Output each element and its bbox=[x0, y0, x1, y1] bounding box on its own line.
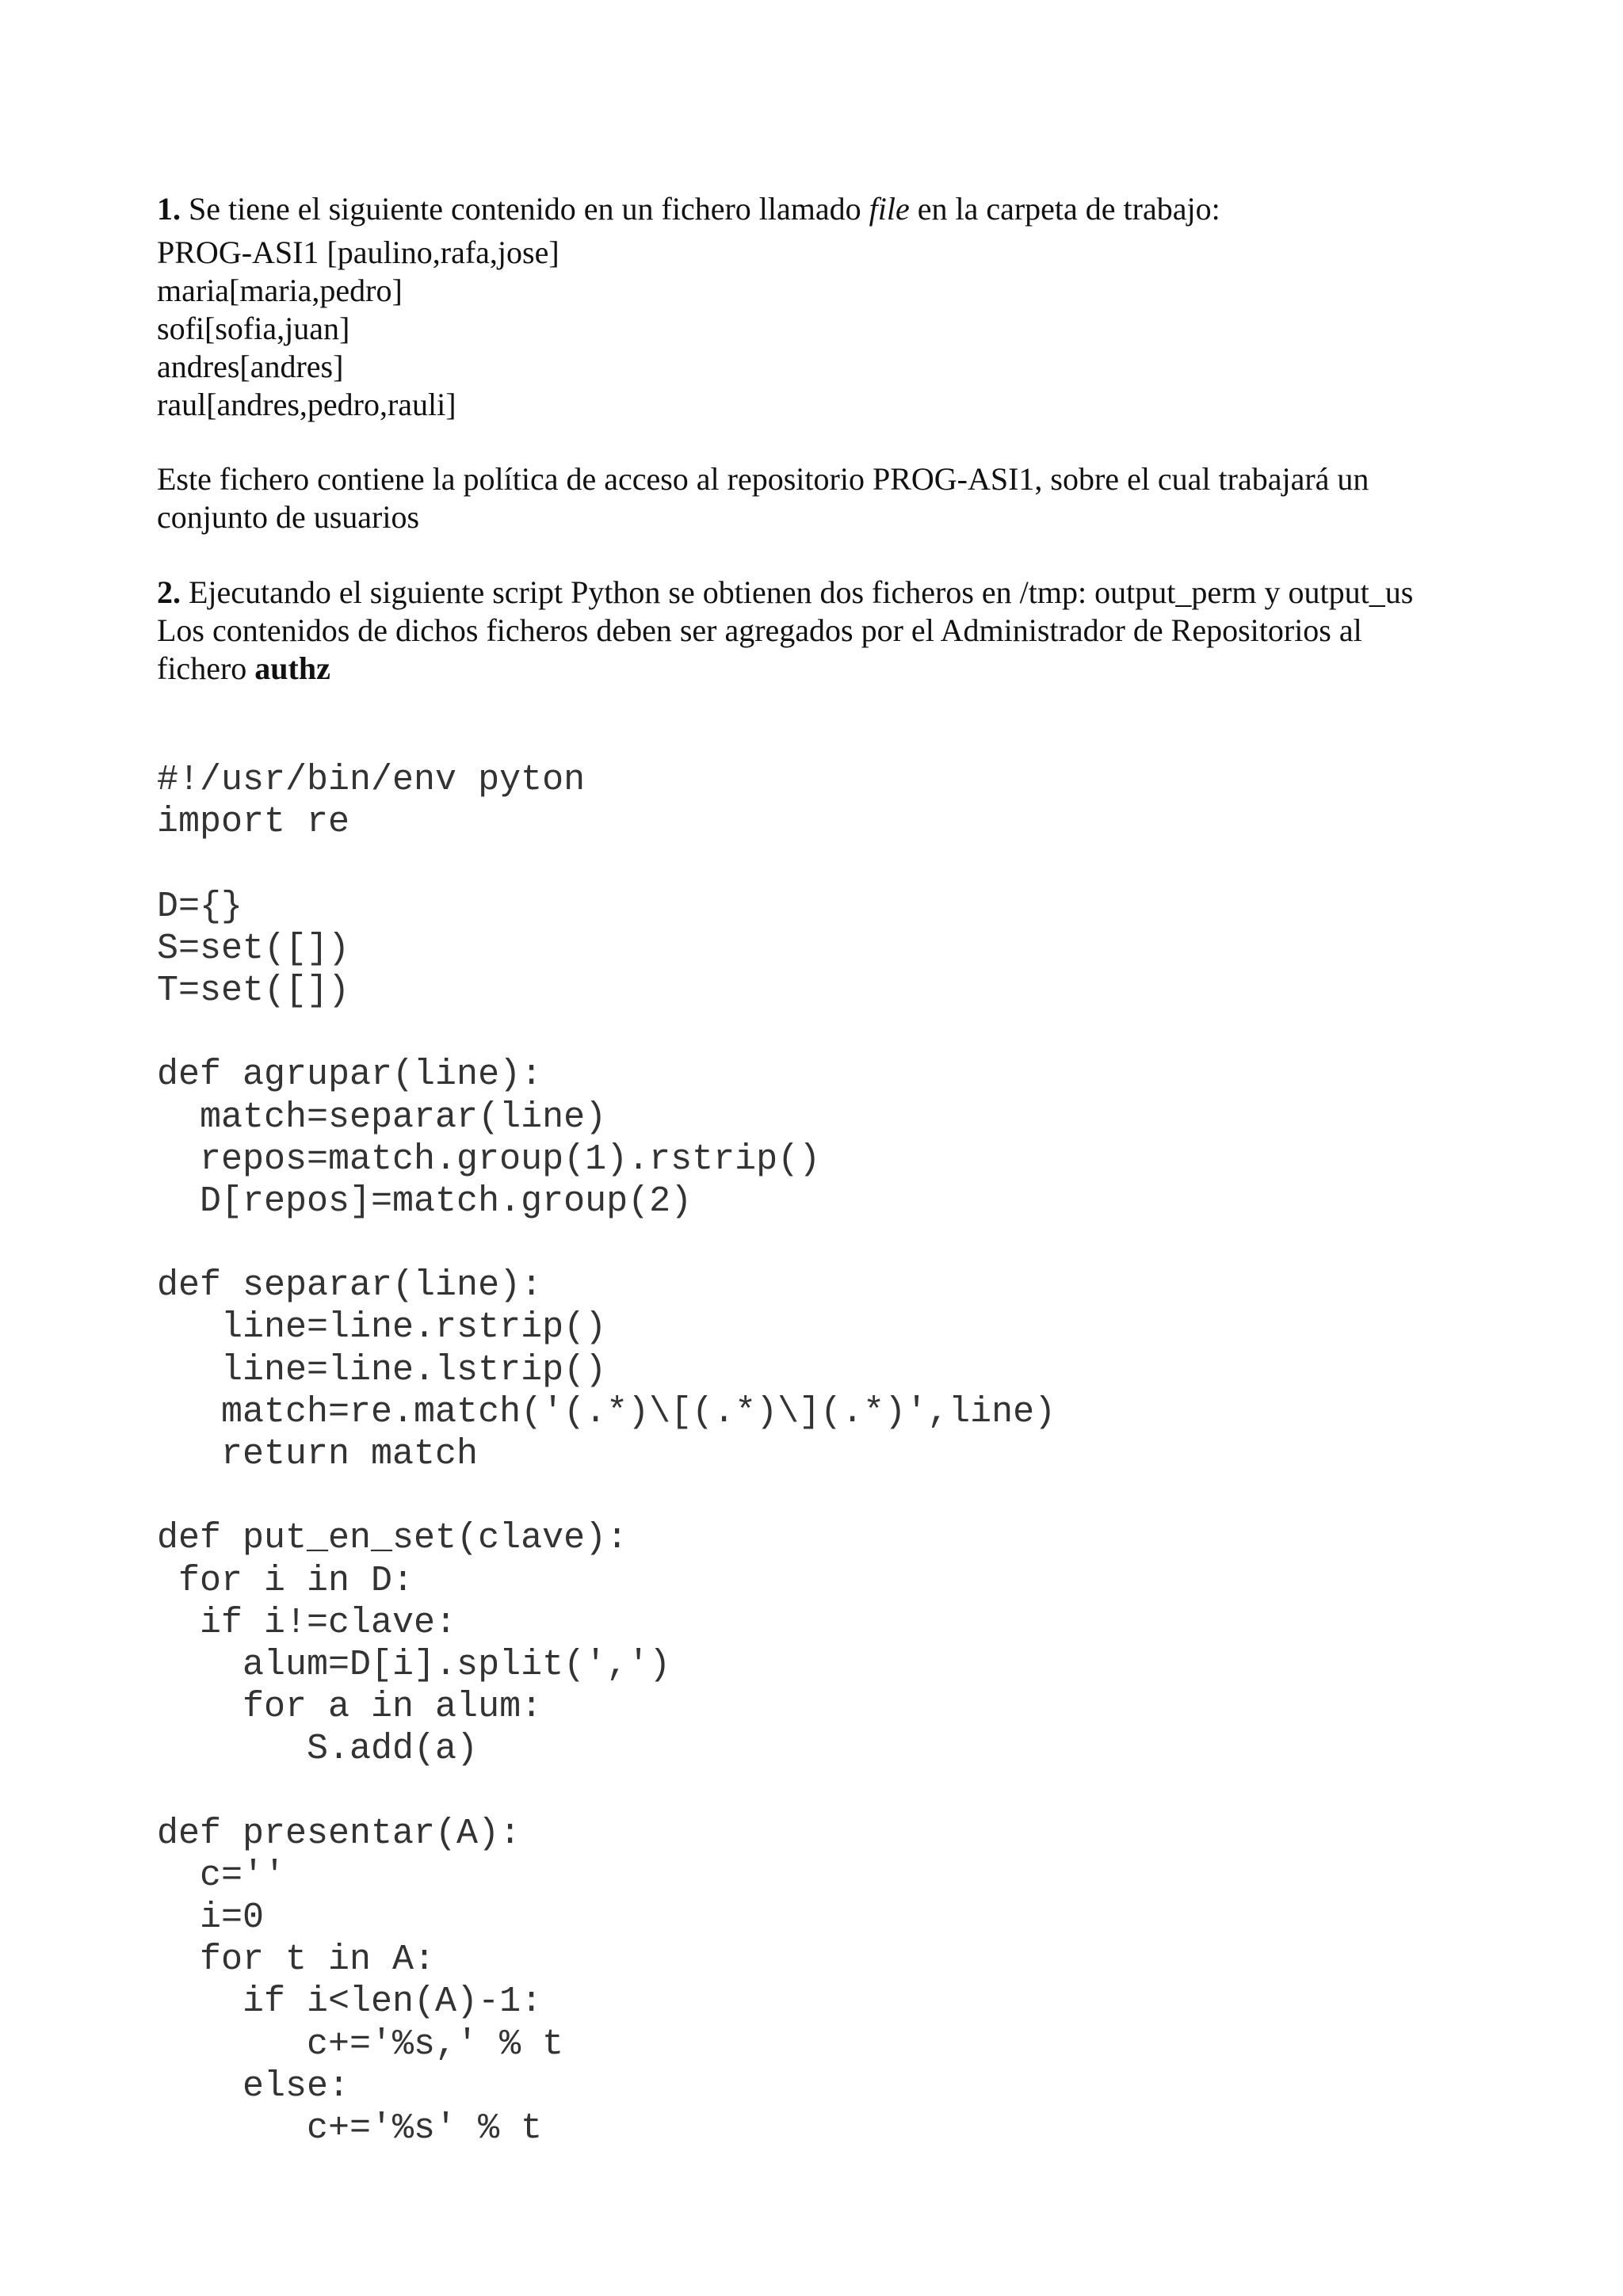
file-contents bbox=[157, 234, 1504, 424]
code-line: import re bbox=[157, 802, 350, 843]
file-line: andres[andres] bbox=[157, 349, 344, 384]
code-line bbox=[157, 1012, 1504, 1054]
file-line: raul[andres,pedro,rauli] bbox=[157, 387, 456, 422]
code-line: #!/usr/bin/env pyton bbox=[157, 760, 586, 800]
code-line: S=set([]) bbox=[157, 928, 350, 969]
file-description bbox=[157, 460, 1504, 536]
authz-filename: authz bbox=[254, 650, 330, 686]
question-1-text-after: en la carpeta de trabajo: bbox=[909, 191, 1220, 227]
code-line: line=line.rstrip() bbox=[157, 1307, 607, 1348]
question-2-line-1-text: Ejecutando el siguiente script Python se obtienen dos ficheros en /tmp: output_perm y output_us bbox=[181, 574, 1414, 610]
code-line: i=0 bbox=[157, 1897, 265, 1939]
file-line: sofi[sofia,juan] bbox=[157, 311, 350, 346]
code-line: for a in alum: bbox=[157, 1687, 543, 1728]
code-line: else: bbox=[157, 2065, 350, 2107]
code-line: if i<len(A)-1: bbox=[157, 1981, 543, 2023]
code-line bbox=[157, 1771, 1504, 1813]
code-line: def agrupar(line): bbox=[157, 1055, 543, 1096]
description-line-2: conjunto de usuarios bbox=[157, 499, 420, 535]
code-line: def put_en_set(clave): bbox=[157, 1518, 628, 1559]
code-line bbox=[157, 843, 1504, 885]
question-1 bbox=[157, 190, 1504, 228]
question-2-line-1 bbox=[157, 574, 1552, 612]
code-line: def separar(line): bbox=[157, 1265, 543, 1306]
code-line: def presentar(A): bbox=[157, 1813, 521, 1854]
question-1-filename: file bbox=[869, 191, 910, 227]
question-1-text-before: Se tiene el siguiente contenido en un fichero llamado bbox=[181, 191, 869, 227]
code-line: for t in A: bbox=[157, 1939, 436, 1981]
code-line: line=line.lstrip() bbox=[157, 1349, 607, 1390]
code-line: c+='%s,' % t bbox=[157, 2023, 564, 2065]
description-line-1: Este fichero contiene la política de acceso al repositorio PROG-ASI1, sobre el cual trabajará un bbox=[157, 461, 1369, 497]
code-line: T=set([]) bbox=[157, 970, 350, 1011]
file-line: PROG-ASI1 [paulino,rafa,jose] bbox=[157, 235, 559, 270]
code-line: c='' bbox=[157, 1855, 286, 1896]
code-line bbox=[157, 1222, 1504, 1264]
code-line: for i in D: bbox=[157, 1560, 414, 1601]
code-line: D={} bbox=[157, 886, 243, 927]
question-2-line-3-prefix: fichero bbox=[157, 650, 255, 686]
code-line: S.add(a) bbox=[157, 1729, 479, 1770]
code-line bbox=[157, 1475, 1504, 1517]
code-line: if i!=clave: bbox=[157, 1602, 457, 1643]
code-line: return match bbox=[157, 1434, 479, 1474]
code-line: alum=D[i].split(',') bbox=[157, 1644, 671, 1685]
code-line: D[repos]=match.group(2) bbox=[157, 1180, 693, 1222]
question-2-line-3 bbox=[157, 650, 1552, 688]
question-1-number: 1. bbox=[157, 191, 181, 227]
code-line: match=separar(line) bbox=[157, 1097, 607, 1138]
question-2-number: 2. bbox=[157, 574, 181, 610]
code-line: match=re.match('(.*)\[(.*)\](.*)',line) bbox=[157, 1391, 1056, 1432]
code-line: c+='%s' % t bbox=[157, 2108, 543, 2149]
code-line: repos=match.group(1).rstrip() bbox=[157, 1138, 821, 1180]
question-2 bbox=[157, 574, 1552, 688]
question-2-line-2: Los contenidos de dichos ficheros deben ser agregados por el Administrador de Repositorios al bbox=[157, 612, 1362, 648]
python-script-code-block bbox=[157, 759, 1504, 2149]
file-line: maria[maria,pedro] bbox=[157, 273, 403, 308]
